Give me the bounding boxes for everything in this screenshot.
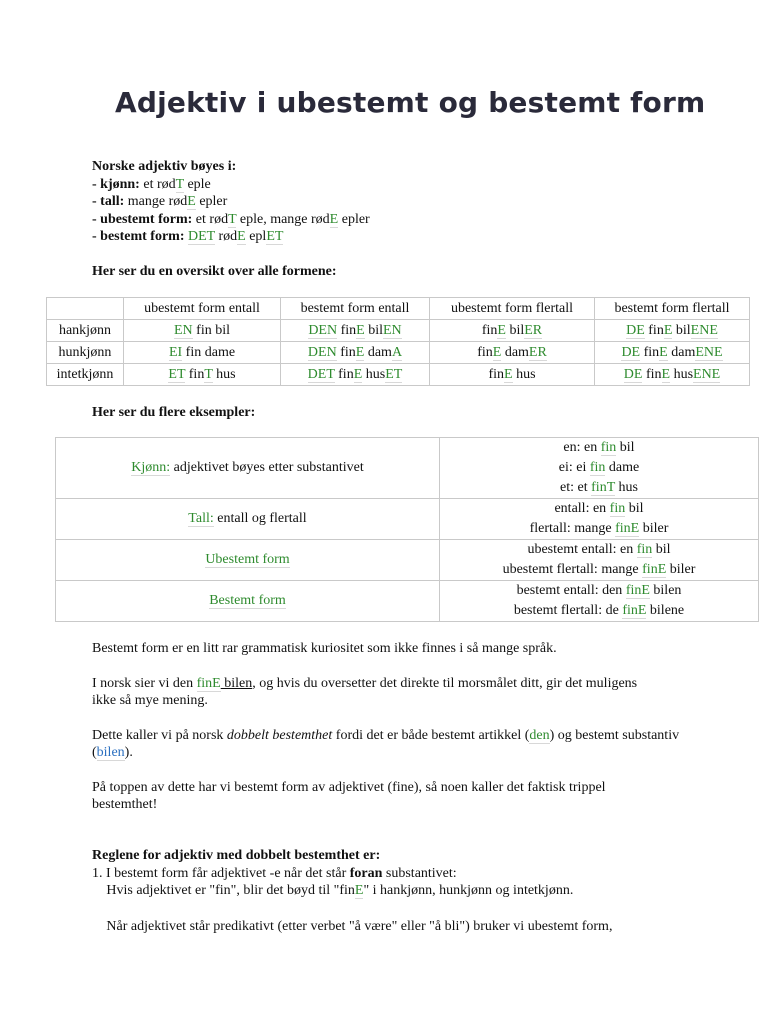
- table-cell: [595, 342, 750, 364]
- highlighted-ending: DEN: [308, 322, 338, 338]
- text-run: I norsk sier vi den: [92, 676, 197, 691]
- paragraph: [92, 675, 644, 709]
- text-run: Dette kaller vi på norsk: [92, 728, 227, 743]
- text-run: 1. I bestemt form får adjektivet -e når det står: [92, 865, 350, 881]
- highlighted-ending: ENE: [695, 344, 723, 360]
- highlighted-ending: fin: [600, 440, 617, 455]
- text-run: ).: [124, 745, 133, 760]
- table-cell: [430, 342, 595, 364]
- row-label: hunkjønn: [47, 342, 124, 364]
- highlighted-ending: fin: [589, 460, 606, 475]
- highlighted-ending: ER: [524, 322, 543, 338]
- highlighted-ending: ENE: [690, 322, 718, 338]
- highlighted-ending: Bestemt form: [209, 593, 286, 608]
- example-values: [440, 581, 759, 622]
- text-run: bil: [672, 322, 691, 338]
- text-run: fin: [488, 366, 505, 382]
- highlighted-ending: fin: [609, 501, 626, 516]
- example-values: [440, 540, 759, 581]
- highlighted-ending: fin: [636, 542, 653, 557]
- table-cell: [281, 342, 430, 364]
- table-cell: [124, 320, 281, 342]
- text-run: , og hvis du oversetter det direkte til morsmålet ditt, gir det muligens ikke så mye mening.: [92, 676, 638, 708]
- table-row: [56, 581, 759, 622]
- highlighted-ending: E: [187, 194, 196, 209]
- text-run: eple, mange rød: [236, 211, 330, 227]
- row-label: hankjønn: [47, 320, 124, 342]
- text-run: Hvis adjektivet er "fin", blir det bøyd til "fin: [92, 883, 341, 898]
- highlighted-ending: EN: [173, 322, 193, 338]
- text-run: bil: [652, 542, 671, 557]
- table-header-cell: ubestemt form entall: [124, 298, 281, 320]
- table-cell: [281, 364, 430, 386]
- table-row: [56, 540, 759, 581]
- example-category: [56, 499, 440, 540]
- example-line: [440, 519, 758, 539]
- highlighted-ending: EN: [383, 322, 402, 338]
- example-line: [440, 540, 758, 560]
- examples-table: [55, 437, 759, 622]
- highlighted-ending: ET: [266, 229, 284, 244]
- example-category: [56, 540, 440, 581]
- highlighted-ending: ENE: [693, 366, 721, 382]
- example-values: [440, 438, 759, 499]
- example-line: [440, 478, 758, 498]
- intro-heading: Norske adjektiv bøyes i:: [92, 159, 237, 174]
- highlighted-noun: bilen: [96, 745, 125, 760]
- example-category: [56, 581, 440, 622]
- table-header-cell: ubestemt form flertall: [430, 298, 595, 320]
- highlighted-ending: A: [391, 344, 403, 360]
- text-run: rød: [214, 229, 238, 244]
- row-label: intetkjønn: [47, 364, 124, 386]
- rule-bullet: Når adjektivet står predikativt (etter verbet "å være" eller "å bli") bruker vi ubestemt form,: [92, 918, 599, 934]
- table-header-row: [47, 298, 750, 320]
- text-run: hus: [512, 366, 536, 382]
- table-row: [47, 364, 750, 386]
- text-run: fin: [644, 322, 664, 338]
- overview-heading: Her ser du en oversikt over alle formene:: [92, 264, 337, 279]
- text-run: " i hankjønn, hunkjønn og intetkjønn.: [349, 883, 559, 898]
- intro-line: - ubestemt form: et rødT eple, mange rødE epler: [92, 211, 370, 227]
- highlighted-ending: E: [661, 366, 671, 382]
- paragraph: På toppen av dette har vi bestemt form av adjektivet (fine), så noen kaller det faktisk trippel bestemthet!: [92, 780, 606, 812]
- example-line: [440, 560, 758, 580]
- text-run: hus: [615, 480, 638, 495]
- page-title: Adjektiv i ubestemt og bestemt form: [115, 86, 706, 119]
- text-run: ubestemt entall: en: [527, 542, 637, 557]
- text-run: en: en: [563, 440, 601, 455]
- text-run: fordi det er både bestemt artikkel (: [332, 728, 530, 743]
- text-run: epl: [245, 229, 267, 244]
- table-cell: [430, 320, 595, 342]
- text-run: dam: [667, 344, 696, 360]
- table-cell: [595, 320, 750, 342]
- rule-bullet: [92, 882, 712, 900]
- example-line: [440, 601, 758, 621]
- text-run: eple: [183, 176, 211, 192]
- text-run: substantivet:: [382, 865, 457, 881]
- highlighted-ending: E: [659, 344, 668, 360]
- highlighted-ending: finE: [622, 603, 647, 618]
- highlighted-ending: finE: [625, 583, 650, 598]
- highlighted-ending: DET: [188, 229, 215, 244]
- rules-block: [92, 847, 712, 935]
- text-run: foran: [349, 865, 383, 881]
- highlighted-ending: Tall:: [188, 511, 214, 526]
- table-row: [56, 499, 759, 540]
- highlighted-ending: DEN: [307, 344, 337, 360]
- table-row: [56, 438, 759, 499]
- forms-overview-table: [46, 297, 750, 386]
- text-run: adjektivet bøyes etter substantivet: [170, 460, 364, 475]
- highlighted-ending: DE: [626, 322, 645, 338]
- text-run: fin: [481, 322, 498, 338]
- text-run: fin bil: [192, 322, 230, 338]
- text-run: fin: [642, 366, 662, 382]
- text-run: hus: [212, 366, 236, 382]
- text-run: hus: [670, 366, 694, 382]
- text-run: biler: [666, 562, 696, 577]
- highlighted-ending: Ubestemt form: [205, 552, 290, 567]
- table-cell: [124, 342, 281, 364]
- text-run: entall og flertall: [213, 511, 307, 526]
- table-header-cell: [47, 298, 124, 320]
- table-cell: [430, 364, 595, 386]
- text-run: hus: [362, 366, 386, 382]
- rule-item: [92, 865, 712, 883]
- text-run: dame: [605, 460, 640, 475]
- text-run: flertall: mange: [529, 521, 616, 536]
- text-run: epler: [195, 194, 228, 209]
- text-run: fin: [337, 322, 357, 338]
- text-run: bil: [616, 440, 635, 455]
- text-run: fin: [334, 366, 354, 382]
- text-run: ei: ei: [558, 460, 590, 475]
- highlighted-ending: DE: [621, 344, 641, 360]
- text-run: dam: [501, 344, 529, 360]
- intro-block: [92, 158, 370, 246]
- text-run: et rød: [139, 176, 176, 192]
- highlighted-ending: finT: [591, 480, 615, 495]
- text-run: bilen: [220, 676, 253, 691]
- highlighted-ending: E: [237, 229, 246, 244]
- text-run: bilen: [649, 583, 682, 598]
- text-run: mange rød: [124, 194, 188, 209]
- text-run: dobbelt bestemthet: [226, 728, 333, 743]
- rules-heading: Reglene for adjektiv med dobbelt bestemthet er:: [92, 848, 381, 863]
- text-run: bestemt entall: den: [516, 583, 626, 598]
- text-run: bilene: [646, 603, 685, 618]
- highlighted-ending: den: [529, 728, 550, 743]
- highlighted-ending: ET: [385, 366, 403, 382]
- example-category: [56, 438, 440, 499]
- intro-line: - tall: mange rødE epler: [92, 194, 228, 209]
- text-run: bil: [505, 322, 525, 338]
- highlighted-ending: finE: [196, 676, 221, 691]
- text-run: biler: [639, 521, 669, 536]
- text-run: entall: en: [554, 501, 610, 516]
- highlighted-ending: EI: [168, 344, 183, 360]
- text-run: et: et: [560, 480, 592, 495]
- text-run: fin: [477, 344, 493, 360]
- highlighted-ending: DET: [307, 366, 335, 382]
- text-run: ) og bestemt substantiv (: [92, 728, 680, 760]
- highlighted-ending: E: [353, 366, 363, 382]
- highlighted-ending: E: [504, 366, 513, 382]
- table-row: [47, 342, 750, 364]
- highlighted-ending: E: [355, 883, 364, 899]
- highlighted-ending: T: [228, 211, 237, 227]
- text-run: fin: [185, 366, 205, 382]
- text-run: fin: [336, 344, 356, 360]
- text-run: fin dame: [182, 344, 236, 360]
- text-run: et rød: [192, 211, 229, 227]
- highlighted-ending: T: [175, 176, 184, 192]
- highlighted-ending: E: [492, 344, 502, 360]
- table-cell: [124, 364, 281, 386]
- highlighted-ending: E: [355, 344, 365, 360]
- example-line: [440, 458, 758, 478]
- paragraph: [92, 727, 692, 761]
- highlighted-ending: ET: [168, 366, 186, 382]
- intro-line: - bestemt form: DET rødE eplET: [92, 229, 284, 244]
- highlighted-ending: Kjønn:: [131, 460, 171, 475]
- text-run: bil: [625, 501, 644, 516]
- highlighted-ending: E: [497, 322, 506, 338]
- text-run: bestemt flertall: de: [513, 603, 623, 618]
- text-run: ubestemt flertall: mange: [502, 562, 643, 577]
- example-line: [440, 438, 758, 458]
- highlighted-ending: DE: [623, 366, 643, 382]
- intro-line: - kjønn: et rødT eple: [92, 176, 211, 192]
- highlighted-ending: ER: [528, 344, 547, 360]
- table-header-cell: bestemt form entall: [281, 298, 430, 320]
- example-line: [440, 499, 758, 519]
- highlighted-ending: T: [204, 366, 213, 382]
- highlighted-ending: E: [329, 211, 339, 227]
- text-run: fin: [640, 344, 660, 360]
- highlighted-ending: E: [356, 322, 365, 338]
- highlighted-ending: finE: [615, 521, 640, 536]
- text-run: epler: [338, 211, 370, 227]
- table-cell: [595, 364, 750, 386]
- table-header-cell: bestemt form flertall: [595, 298, 750, 320]
- highlighted-ending: E: [663, 322, 673, 338]
- examples-heading: Her ser du flere eksempler:: [92, 405, 256, 420]
- example-line: [440, 581, 758, 601]
- highlighted-ending: finE: [642, 562, 667, 577]
- table-row: [47, 320, 750, 342]
- text-run: dam: [364, 344, 392, 360]
- example-values: [440, 499, 759, 540]
- table-cell: [281, 320, 430, 342]
- text-run: bil: [364, 322, 383, 338]
- paragraph: Bestemt form er en litt rar grammatisk kuriositet som ikke finnes i så mange språk.: [92, 641, 557, 656]
